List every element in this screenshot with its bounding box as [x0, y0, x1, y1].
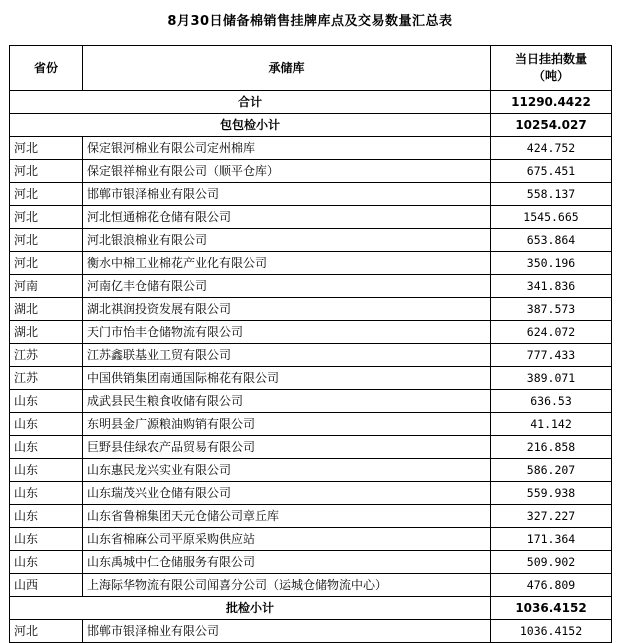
table-row [10, 459, 612, 482]
quantity-cell: 777.433 [491, 344, 612, 367]
table-row [10, 505, 612, 528]
province-cell: 河北 [10, 206, 83, 229]
summary-table [9, 45, 612, 643]
province-cell: 山东 [10, 482, 83, 505]
warehouse-cell: 山东惠民龙兴实业有限公司 [83, 459, 491, 482]
table-row [10, 344, 612, 367]
province-cell: 河北 [10, 229, 83, 252]
province-cell: 河北 [10, 620, 83, 643]
quantity-cell: 424.752 [491, 137, 612, 160]
table-row [10, 206, 612, 229]
warehouse-cell: 中国供销集团南通国际棉花有限公司 [83, 367, 491, 390]
grand-total-row [10, 91, 612, 114]
warehouse-header: 承储库 [83, 46, 491, 91]
batch-subtotal-label: 批检小计 [10, 597, 491, 620]
province-cell: 山东 [10, 390, 83, 413]
province-cell: 河北 [10, 137, 83, 160]
quantity-cell: 509.902 [491, 551, 612, 574]
table-row [10, 252, 612, 275]
quantity-cell: 171.364 [491, 528, 612, 551]
quantity-cell: 387.573 [491, 298, 612, 321]
bale-subtotal-label: 包包检小计 [10, 114, 491, 137]
province-cell: 山西 [10, 574, 83, 597]
warehouse-cell: 邯郸市银泽棉业有限公司 [83, 620, 491, 643]
warehouse-cell: 湖北祺润投资发展有限公司 [83, 298, 491, 321]
batch-subtotal-value: 1036.4152 [491, 597, 612, 620]
table-row [10, 183, 612, 206]
table-row [10, 321, 612, 344]
province-cell: 湖北 [10, 298, 83, 321]
province-cell: 河北 [10, 160, 83, 183]
quantity-cell: 327.227 [491, 505, 612, 528]
province-header: 省份 [10, 46, 83, 91]
table-row [10, 528, 612, 551]
province-cell: 山东 [10, 528, 83, 551]
warehouse-cell: 江苏鑫联基业工贸有限公司 [83, 344, 491, 367]
table-row [10, 229, 612, 252]
warehouse-cell: 东明县金广源粮油购销有限公司 [83, 413, 491, 436]
warehouse-cell: 保定银河棉业有限公司定州棉库 [83, 137, 491, 160]
warehouse-cell: 河北恒通棉花仓储有限公司 [83, 206, 491, 229]
quantity-cell: 559.938 [491, 482, 612, 505]
warehouse-cell: 山东省棉麻公司平原采购供应站 [83, 528, 491, 551]
warehouse-cell: 山东省鲁棉集团天元仓储公司章丘库 [83, 505, 491, 528]
quantity-header-line2: （吨） [532, 69, 569, 83]
table-row [10, 436, 612, 459]
quantity-cell: 389.071 [491, 367, 612, 390]
quantity-cell: 586.207 [491, 459, 612, 482]
province-cell: 河南 [10, 275, 83, 298]
quantity-cell: 558.137 [491, 183, 612, 206]
quantity-cell: 341.836 [491, 275, 612, 298]
quantity-header-line1: 当日挂拍数量 [514, 52, 587, 66]
quantity-header [491, 46, 612, 91]
warehouse-cell: 邯郸市银泽棉业有限公司 [83, 183, 491, 206]
table-row [10, 482, 612, 505]
warehouse-cell: 衡水中棉工业棉花产业化有限公司 [83, 252, 491, 275]
table-row [10, 551, 612, 574]
table-row [10, 160, 612, 183]
warehouse-cell: 河北银浪棉业有限公司 [83, 229, 491, 252]
table-row [10, 275, 612, 298]
table-row [10, 298, 612, 321]
warehouse-cell: 巨野县佳绿农产品贸易有限公司 [83, 436, 491, 459]
warehouse-cell: 山东瑞茂兴业仓储有限公司 [83, 482, 491, 505]
bale-subtotal-row [10, 114, 612, 137]
province-cell: 江苏 [10, 367, 83, 390]
quantity-cell: 216.858 [491, 436, 612, 459]
province-cell: 江苏 [10, 344, 83, 367]
warehouse-cell: 天门市怡丰仓储物流有限公司 [83, 321, 491, 344]
quantity-cell: 636.53 [491, 390, 612, 413]
province-cell: 山东 [10, 436, 83, 459]
grand-total-label: 合计 [10, 91, 491, 114]
table-row [10, 413, 612, 436]
province-cell: 山东 [10, 413, 83, 436]
province-cell: 山东 [10, 551, 83, 574]
province-cell: 河北 [10, 183, 83, 206]
quantity-cell: 675.451 [491, 160, 612, 183]
table-row [10, 390, 612, 413]
batch-subtotal-row [10, 597, 612, 620]
quantity-cell: 624.072 [491, 321, 612, 344]
table-row [10, 367, 612, 390]
province-cell: 山东 [10, 505, 83, 528]
quantity-cell: 350.196 [491, 252, 612, 275]
table-title: 8月30日储备棉销售挂牌库点及交易数量汇总表 [167, 14, 453, 29]
warehouse-cell: 成武县民生粮食收储有限公司 [83, 390, 491, 413]
table-row [10, 137, 612, 160]
warehouse-cell: 保定银祥棉业有限公司（顺平仓库） [83, 160, 491, 183]
quantity-cell: 1545.665 [491, 206, 612, 229]
table-row [10, 574, 612, 597]
table-row [10, 620, 612, 643]
warehouse-cell: 山东禹城中仁仓储服务有限公司 [83, 551, 491, 574]
province-cell: 湖北 [10, 321, 83, 344]
province-cell: 山东 [10, 459, 83, 482]
grand-total-value: 11290.4422 [491, 91, 612, 114]
province-cell: 河北 [10, 252, 83, 275]
header-row [10, 46, 612, 91]
quantity-cell: 653.864 [491, 229, 612, 252]
quantity-cell: 41.142 [491, 413, 612, 436]
warehouse-cell: 河南亿丰仓储有限公司 [83, 275, 491, 298]
quantity-cell: 1036.4152 [491, 620, 612, 643]
warehouse-cell: 上海际华物流有限公司闻喜分公司（运城仓储物流中心） [83, 574, 491, 597]
bale-subtotal-value: 10254.027 [491, 114, 612, 137]
quantity-cell: 476.809 [491, 574, 612, 597]
